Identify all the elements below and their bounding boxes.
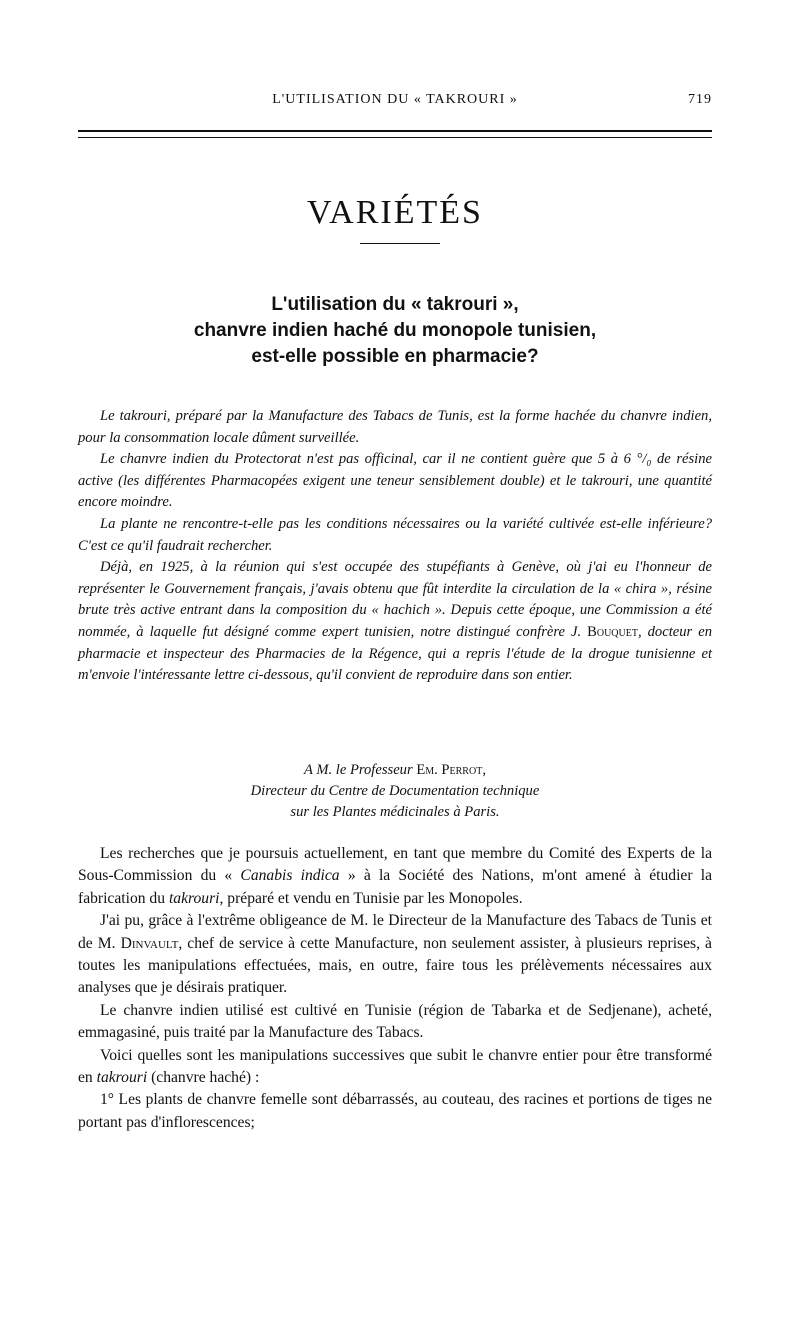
author-name-bouquet: Bouquet [587, 623, 638, 640]
body-p1-c: , préparé et vendu en Tunisie par les Monopoles. [219, 889, 523, 907]
body-paragraph-2 [78, 910, 712, 1000]
letter-address [78, 760, 712, 823]
article-title-line-1: L'utilisation du « takrouri », [271, 294, 519, 315]
body-p2-a: J'ai pu, grâce à l'extrême obligeance de M. le Directeur de la Manufacture des Tabacs de Tunis et de M. [78, 912, 712, 952]
name-dinvault: Dinvault [120, 934, 179, 952]
body-p4-b: (chanvre haché) : [151, 1069, 260, 1087]
intro-paragraph-3: La plante ne rencontre-t-elle pas les conditions nécessaires ou la variété cultivée est-elle inférieure? C'est ce qu'il faudrait rechercher. [78, 515, 712, 554]
intro-p4-text-b: , docteur en pharmacie et inspecteur des Pharmacies de la Régence, qui a repris l'étude de la drogue tunisienne et m'envoie l'intéressante lettre ci-dessous, qu'il convient de reproduire dans son entier. [78, 623, 712, 684]
running-title: L'UTILISATION DU « TAKROURI » [272, 92, 518, 107]
body-p1-b: » à la Société des Nations, m'ont amené à étudier la fabrication du [78, 867, 713, 907]
body-paragraph-5: 1° Les plants de chanvre femelle sont débarrassés, au couteau, des racines et portions de tiges ne portant pas d'inflorescences; [78, 1091, 712, 1131]
term-takrouri-2: takrouri [96, 1069, 148, 1087]
article-title-line-2: chanvre indien haché du monopole tunisien, [193, 320, 597, 341]
term-takrouri: takrouri [168, 889, 220, 907]
body-p1-a: Les recherches que je poursuis actuellement, en tant que membre du Comité des Experts de la Sous-Commission du « [78, 845, 712, 885]
intro-paragraph-4 [78, 557, 712, 687]
address-line-3: sur les Plantes médicinales à Paris. [290, 804, 500, 820]
body-paragraph-4 [78, 1045, 712, 1090]
address-line-1-b: , [482, 762, 486, 778]
address-line-1-a: A M. le Professeur [304, 762, 413, 778]
section-title: VARIÉTÉS [307, 194, 483, 231]
intro-p4-text-a: Déjà, en 1925, à la réunion qui s'est occupée des stupéfiants à Genève, où j'ai eu l'honneur de représenter le Gouvernement français, j'avais obtenu que fût interdite la circulation de la « chira », résine brute très active entrant dans la composition du « hachich ». Depuis cette époque, une Commission a été nommée, à laquelle fut désigné comme expert tunisien, notre distingué confrère J. [78, 559, 712, 640]
body-paragraph-1 [78, 843, 712, 910]
body-paragraph-3: Le chanvre indien utilisé est cultivé en Tunisie (région de Tabarka et de Sedjenane), acheté, emmagasiné, puis traité par la Manufacture des Tabacs. [78, 1001, 712, 1042]
body-p4-a: Voici quelles sont les manipulations successives que subit le chanvre entier pour être transformé en [78, 1046, 712, 1087]
article-title [78, 292, 712, 370]
body-p2-b: , chef de service à cette Manufacture, non seulement assister, à plusieurs reprises, à toutes les manipulations effectuées, mais, en outre, faire tous les prélèvements nécessaires aux analyses que je désirais pratiquer. [78, 934, 712, 997]
intro-note [78, 406, 712, 687]
intro-paragraph-1: Le takrouri, préparé par la Manufacture des Tabacs de Tunis, est la forme hachée du chanvre indien, pour la consommation locale dûment surveillée. [78, 408, 712, 446]
address-line-1 [78, 760, 712, 781]
address-line-2: Directeur du Centre de Documentation technique [250, 783, 540, 799]
title-divider [360, 243, 440, 244]
recipient-name: Em. Perrot [416, 762, 483, 778]
intro-paragraph-2: Le chanvre indien du Protectorat n'est pas officinal, car il ne contient guère que 5 à 6 °/₀ de résine active (les différentes Pharmacopées exigent une teneur sensiblement double) et le takrouri, une quantité encore moindre. [78, 451, 712, 511]
article-title-line-3: est-elle possible en pharmacie? [251, 346, 539, 367]
term-canabis-indica: Canabis indica [240, 867, 340, 885]
header-double-rule [78, 130, 712, 138]
page-number: 719 [688, 92, 712, 107]
letter-body [78, 843, 712, 1134]
